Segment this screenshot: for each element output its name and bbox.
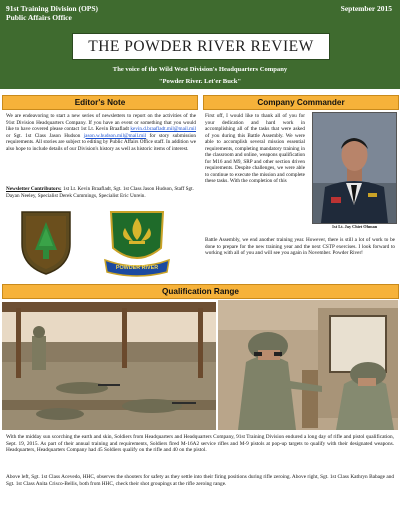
contributors-label: Newsletter Contributors: <box>6 186 62 192</box>
tagline: The voice of the Wild West Division's Headquarters Company <box>112 66 288 73</box>
newsletter-title: THE POWDER RIVER REVIEW <box>88 38 314 55</box>
email-link-hudson[interactable]: jason.w.hudson.mil@mail.mil <box>83 132 147 139</box>
crest-banner-text: POWDER RIVER <box>115 265 159 271</box>
portrait-caption: 1st Lt. Jay Chiet Ohman <box>331 224 378 229</box>
range-photo-left <box>2 302 216 430</box>
issue-date: September 2015 <box>340 4 392 13</box>
email-link-braafladt[interactable]: kevin.d.braafladt.mil@mail.mil <box>130 126 196 132</box>
editors-note-intro: We are endeavoring to start a new series of newsletters to report on the activities of the 91st Division Headquarters Company. If you have an event or something that you would like to have covered please contact 1st Lt. Kevin Braafladt <box>6 113 196 132</box>
issue-office: Public Affairs Office <box>6 13 72 22</box>
contributors <box>6 186 196 199</box>
range-photo-right <box>218 300 398 430</box>
commander-text-narrow: First off, I would like to thank all of you for your dedication and hard work in accomplishing all of the tasks that were asked of you during this Battle Assembly. We were able to accomplish several mission essential requirements, completing mandatory training in the classroom and online, weapons qualification for M16 and M9, SRP and other section driven requirements. Despite challenges, we were able to continue to execute the mission and complete these tasks. With the completion of this <box>205 113 305 184</box>
commander-portrait-image <box>313 113 396 223</box>
range-photo-right-image <box>218 300 398 430</box>
qualification-paragraph-1: With the midday sun scorching the earth and skin, Soldiers from Headquarters and Headquarters Company, 91st Training Division endured a long day of rifle and pistol qualification, Sept. 19, 2015. As part of their annual training and requirements, Soldiers fired M-16A2 service rifles and M-9 pistols at pop-up targets to qualify with their designated weapons. Headquarters, Headquarters Company had 45 Soldiers qualify on the rifle and 40 on the pistol. <box>6 434 394 454</box>
commander-portrait <box>312 112 397 224</box>
range-photo-left-image <box>2 302 216 430</box>
commander-text-wide: Battle Assembly, we end another training year. However, there is still a lot of work to be done to prepare for the new training year and the next CSTP exercises. I look forward to working with all of you and will see you again in November. Powder River! <box>205 237 395 256</box>
editors-note-heading: Editor's Note <box>2 95 198 110</box>
issue-info <box>6 4 98 22</box>
issue-division: 91st Training Division (OPS) <box>6 4 99 13</box>
editors-note-text <box>6 113 196 152</box>
motto: "Powder River. Let'er Buck" <box>158 78 242 85</box>
editors-note-middle: or Sgt. 1st Class Jason Hudson <box>6 132 84 139</box>
qualification-paragraph-2: Above left, Sgt. 1st Class Acevedo, HHC, observes the shooters for safety as they settle into their firing positions during rifle zeroing. Above right, Sgt. 1st Class Kathryn Babage and Sgt. 1st Class Anita Crisco-Bellis, both from HHC, check their shot groupings at the rifle zeroing range. <box>6 474 394 487</box>
editors-note-end: for story submission requirements. All stories are subject to editing by Public Affairs Office staff. In addition we also hope to include details of our Division's history as well as historic items of interest. <box>6 132 196 152</box>
contributors-list: 1st Lt. Kevin Braafladt, Sgt. 1st Class Jason Hudson, Staff Sgt. Dayan Neeley, Specialist Derek Cummings, Specialist Eric Unrein. <box>6 186 194 199</box>
division-shield-icon <box>20 210 72 276</box>
company-commander-heading: Company Commander <box>203 95 399 110</box>
qualification-range-heading: Qualification Range <box>2 284 399 299</box>
newsletter-title-box <box>72 33 330 60</box>
